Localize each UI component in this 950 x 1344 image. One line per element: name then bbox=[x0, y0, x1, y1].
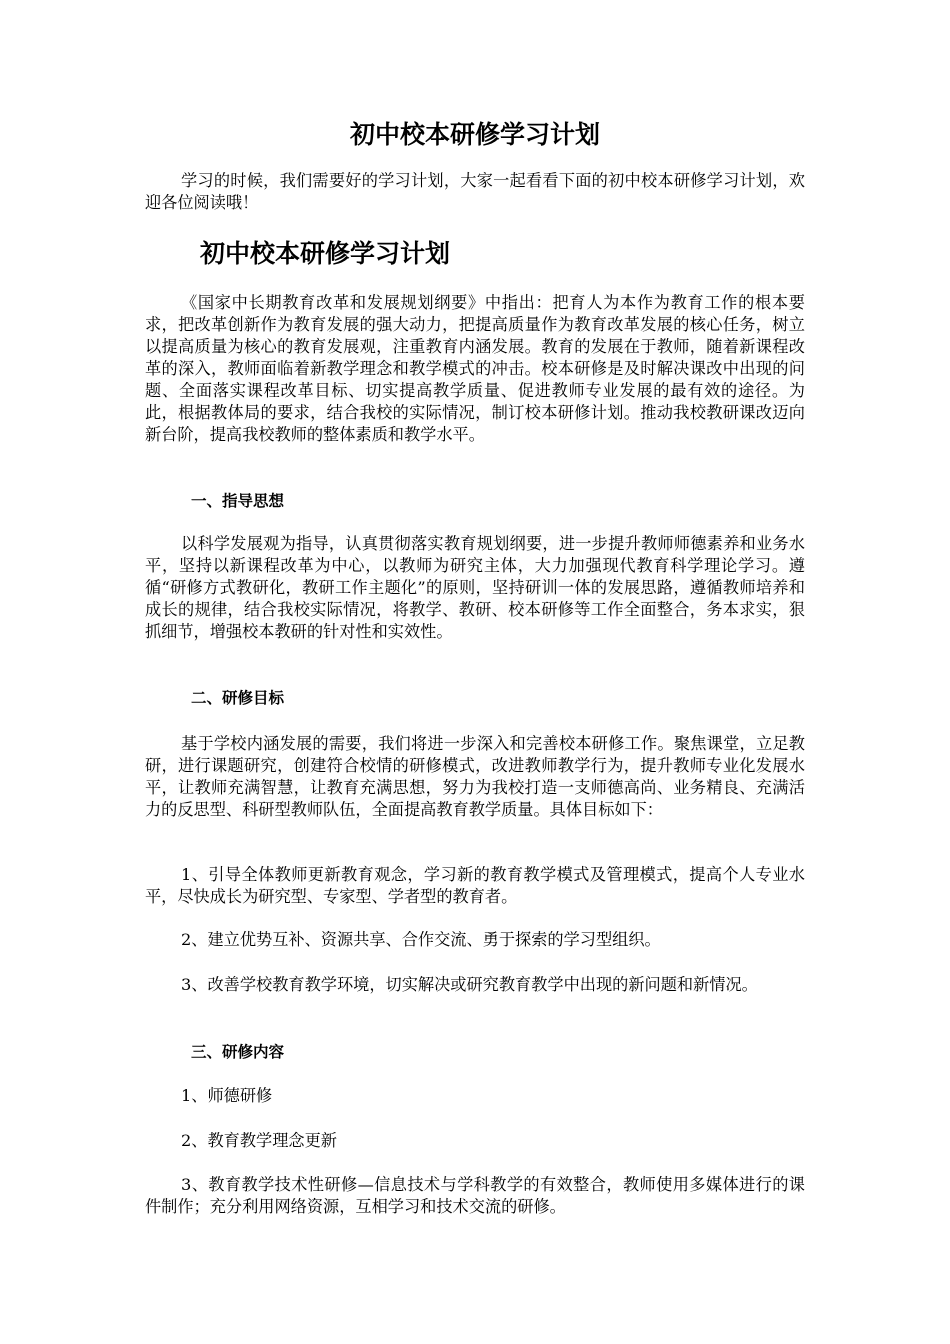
intro-paragraph: 学习的时候，我们需要好的学习计划，大家一起看看下面的初中校本研修学习计划，欢迎各位阅读哦！ bbox=[145, 171, 805, 212]
goal-item-3: 3、改善学校教育教学环境，切实解决或研究教育教学中出现的新问题和新情况。 bbox=[181, 975, 758, 994]
goal-item-2: 2、建立优势互补、资源共享、合作交流、勇于探索的学习型组织。 bbox=[181, 930, 661, 949]
section-heading-study-goals: 二、研修目标 bbox=[191, 689, 285, 707]
content-item-2: 2、教育教学理念更新 bbox=[181, 1131, 337, 1150]
content-item-1: 1、师德研修 bbox=[181, 1086, 273, 1105]
preface-paragraph: 《国家中长期教育改革和发展规划纲要》中指出：把育人为本作为教育工作的根本要求，把改革创新作为教育发展的强大动力，把提高质量作为教育改革发展的核心任务，树立以提高质量为核心的教育发展观，注重教育内涵发展。教育的发展在于教师，随着新课程改革的深入，教师面临着新教学理念和教学模式的冲击。校本研修是及时解决课改中出现的问题、全面落实课程改革目标、切实提高教学质量、促进教师专业发展的最有效的途径。为此，根据教体局的要求，结合我校的实际情况，制订校本研修计划。推动我校教研课改迈向新台阶，提高我校教师的整体素质和教学水平。 bbox=[145, 293, 805, 444]
goal-item-1: 1、引导全体教师更新教育观念，学习新的教育教学模式及管理模式，提高个人专业水平，尽快成长为研究型、专家型、学者型的教育者。 bbox=[145, 865, 805, 906]
section-heading-study-content: 三、研修内容 bbox=[191, 1043, 285, 1061]
study-goals-paragraph: 基于学校内涵发展的需要，我们将进一步深入和完善校本研修工作。聚焦课堂，立足教研，进行课题研究，创建符合校情的研修模式，改进教师教学行为，提升教师专业化发展水平，让教师充满智慧，让教育充满思想，努力为我校打造一支师德高尚、业务精良、充满活力的反思型、科研型教师队伍，全面提高教育教学质量。具体目标如下： bbox=[145, 734, 805, 819]
guiding-ideology-paragraph: 以科学发展观为指导，认真贯彻落实教育规划纲要，进一步提升教师师德素养和业务水平，坚持以新课程改革为中心，以教师为研究主体，大力加强现代教育科学理论学习。遵循“研修方式教研化，教研工作主题化”的原则，坚持研训一体的发展思路，遵循教师培养和成长的规律，结合我校实际情况，将教学、教研、校本研修等工作全面整合，务本求实，狠抓细节，增强校本教研的针对性和实效性。 bbox=[145, 534, 805, 641]
document-title: 初中校本研修学习计划 bbox=[349, 120, 600, 149]
content-item-3: 3、教育教学技术性研修—信息技术与学科教学的有效整合，教师使用多媒体进行的课件制作；充分利用网络资源，互相学习和技术交流的研修。 bbox=[145, 1175, 805, 1216]
document-subtitle: 初中校本研修学习计划 bbox=[200, 239, 451, 268]
section-heading-guiding-ideology: 一、指导思想 bbox=[191, 492, 285, 510]
